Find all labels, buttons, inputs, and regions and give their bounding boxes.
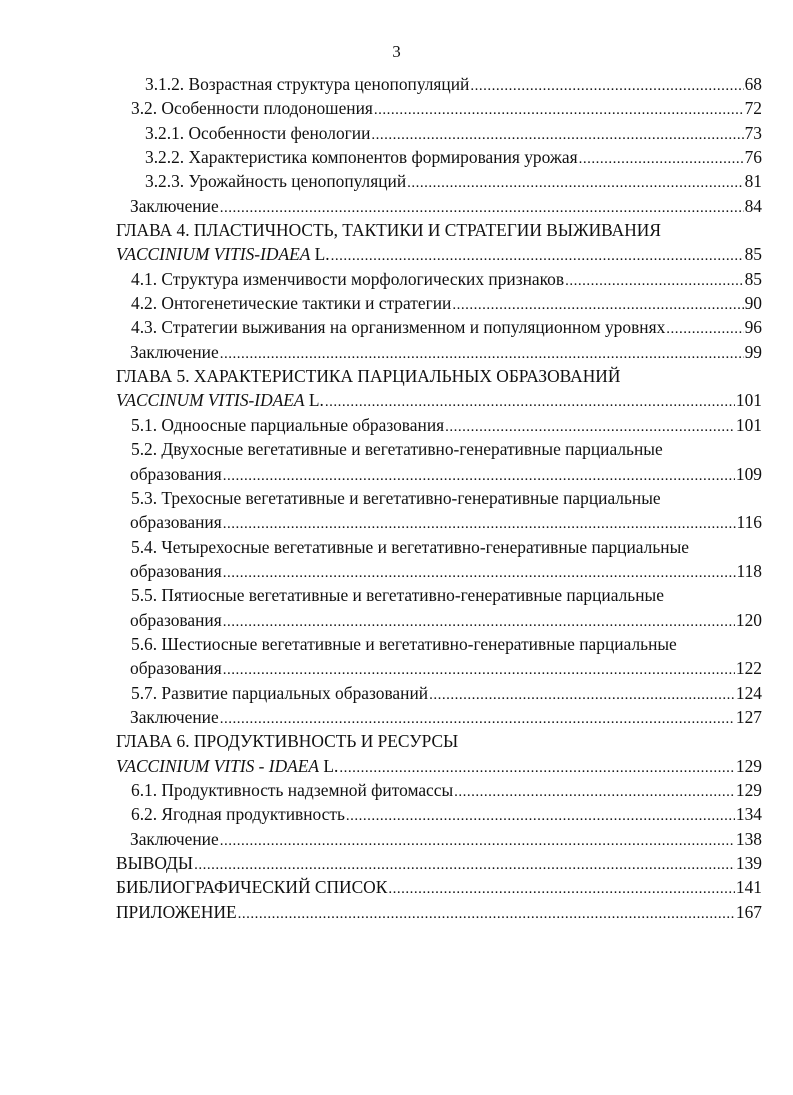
- dot-leader: [666, 317, 743, 341]
- toc-entry[interactable]: [116, 169, 762, 193]
- toc-entry[interactable]: [116, 632, 762, 656]
- toc-entry[interactable]: [116, 729, 762, 753]
- dot-leader: [579, 147, 744, 171]
- dot-leader: [220, 342, 744, 366]
- toc-entry[interactable]: [116, 681, 762, 705]
- toc-entry-title: ГЛАВА 5. ХАРАКТЕРИСТИКА ПАРЦИАЛЬНЫХ ОБРАЗОВАНИЙ: [116, 366, 621, 387]
- toc-entry[interactable]: [116, 388, 762, 412]
- toc-entry-title: 5.2. Двухосные вегетативные и вегетативно-генеративные парциальные: [131, 439, 663, 460]
- toc-entry-page: 167: [735, 901, 762, 922]
- toc-entry-title: 6.1. Продуктивность надземной фитомассы: [131, 779, 454, 800]
- toc-entry[interactable]: [116, 851, 762, 875]
- dot-leader: [325, 390, 735, 414]
- toc-entry[interactable]: [116, 875, 762, 899]
- toc-entry-title: 3.2.1. Особенности фенологии: [145, 122, 371, 143]
- toc-entry-page: 76: [744, 147, 762, 168]
- toc-entry-title: 3.2.3. Урожайность ценопопуляций: [145, 171, 407, 192]
- dot-leader: [429, 683, 735, 707]
- dot-leader: [223, 561, 736, 585]
- dot-leader: [470, 74, 743, 98]
- species-author: L.: [304, 390, 324, 411]
- toc-entry-page: 85: [744, 244, 762, 265]
- toc-entry-title: Заключение: [130, 828, 219, 849]
- toc-entry[interactable]: [116, 486, 762, 510]
- toc-entry[interactable]: [116, 145, 762, 169]
- toc-entry[interactable]: [116, 437, 762, 461]
- toc-entry-title: 3.2.2. Характеристика компонентов формирования урожая: [145, 147, 578, 168]
- toc-entry-page: 73: [744, 122, 762, 143]
- toc-entry[interactable]: [116, 583, 762, 607]
- toc-entry-page: 127: [735, 706, 762, 727]
- toc-entry-page: 109: [735, 463, 762, 484]
- toc-entry-title: [116, 754, 338, 778]
- toc-entry-title: ГЛАВА 4. ПЛАСТИЧНОСТЬ, ТАКТИКИ И СТРАТЕГИИ ВЫЖИВАНИЯ: [116, 220, 661, 241]
- toc-entry-title: образования: [130, 560, 222, 581]
- toc-entry-title: ГЛАВА 6. ПРОДУКТИВНОСТЬ И РЕСУРСЫ: [116, 731, 459, 752]
- dot-leader: [407, 171, 743, 195]
- toc-entry-page: 134: [735, 804, 762, 825]
- toc-entry-page: 139: [735, 853, 762, 873]
- toc-entry-page: 68: [744, 74, 762, 94]
- toc-entry-title: 5.5. Пятиосные вегетативные и вегетативно-генеративные парциальные: [131, 585, 664, 606]
- toc-entry-title: 5.7. Развитие парциальных образований: [131, 682, 429, 703]
- dot-leader: [223, 464, 735, 488]
- table-of-contents: [116, 72, 762, 924]
- toc-entry-title: БИБЛИОГРАФИЧЕСКИЙ СПИСОК: [116, 877, 388, 898]
- toc-entry-page: 81: [744, 171, 762, 192]
- species-author: L.: [310, 244, 330, 265]
- toc-entry-title: ПРИЛОЖЕНИЕ: [116, 901, 237, 922]
- toc-entry-page: 122: [735, 658, 762, 679]
- dot-leader: [374, 98, 744, 122]
- toc-entry-title: [116, 388, 324, 412]
- toc-entry[interactable]: [116, 315, 762, 339]
- toc-entry-page: 120: [735, 609, 762, 630]
- dot-leader: [223, 610, 735, 634]
- toc-entry[interactable]: [116, 535, 762, 559]
- page-number: 3: [392, 42, 401, 61]
- species-author: L.: [319, 755, 339, 776]
- toc-entry-page: 101: [735, 414, 762, 435]
- toc-entry-title: 4.2. Онтогенетические тактики и стратегии: [131, 293, 452, 314]
- toc-entry[interactable]: [116, 802, 762, 826]
- toc-entry[interactable]: [116, 413, 762, 437]
- toc-entry-title: образования: [130, 463, 222, 484]
- toc-entry-title: 6.2. Ягодная продуктивность: [131, 804, 345, 825]
- toc-entry[interactable]: [116, 705, 762, 729]
- toc-entry[interactable]: [116, 608, 762, 632]
- toc-entry-title: Заключение: [130, 706, 219, 727]
- dot-leader: [220, 707, 735, 731]
- species-name: VACCINIUM VITIS-IDAEA: [116, 244, 311, 265]
- dot-leader: [223, 512, 736, 536]
- toc-entry-page: 118: [736, 560, 762, 581]
- toc-entry-title: 3.1.2. Возрастная структура ценопопуляций: [145, 74, 470, 94]
- toc-entry[interactable]: [116, 72, 762, 96]
- toc-entry[interactable]: [116, 364, 762, 388]
- toc-entry-title: ВЫВОДЫ: [116, 853, 194, 873]
- toc-entry-title: образования: [130, 512, 222, 533]
- toc-entry[interactable]: [116, 754, 762, 778]
- dot-leader: [454, 780, 735, 804]
- toc-entry-page: 141: [735, 877, 762, 898]
- toc-entry-title: образования: [130, 658, 222, 679]
- species-name: VACCINUM VITIS-IDAEA: [116, 390, 305, 411]
- toc-entry-title: Заключение: [130, 341, 219, 362]
- dot-leader: [346, 804, 735, 828]
- dot-leader: [194, 853, 735, 877]
- toc-entry-page: 129: [735, 755, 762, 776]
- dot-leader: [445, 415, 735, 439]
- toc-entry-page: 96: [744, 317, 762, 338]
- toc-entry-page: 99: [744, 341, 762, 362]
- toc-entry[interactable]: [116, 242, 762, 266]
- toc-entry[interactable]: [116, 96, 762, 120]
- dot-leader: [220, 829, 735, 853]
- toc-entry-page: 101: [735, 390, 762, 411]
- dot-leader: [565, 269, 744, 293]
- toc-entry-title: 5.4. Четырехосные вегетативные и вегетативно-генеративные парциальные: [131, 536, 689, 557]
- toc-entry[interactable]: [116, 559, 762, 583]
- toc-entry-page: 90: [744, 293, 762, 314]
- toc-entry-page: 138: [735, 828, 762, 849]
- toc-entry[interactable]: [116, 194, 762, 218]
- toc-entry[interactable]: [116, 267, 762, 291]
- toc-entry[interactable]: [116, 462, 762, 486]
- toc-entry-page: 85: [744, 268, 762, 289]
- toc-entry[interactable]: [116, 900, 762, 924]
- toc-entry-title: 5.1. Одноосные парциальные образования: [131, 414, 445, 435]
- species-name: VACCINIUM VITIS - IDAEA: [116, 755, 320, 776]
- dot-leader: [452, 293, 743, 317]
- toc-entry-title: 4.1. Структура изменчивости морфологических признаков: [131, 268, 565, 289]
- toc-entry[interactable]: [116, 778, 762, 802]
- dot-leader: [331, 244, 744, 268]
- dot-leader: [339, 756, 735, 780]
- toc-entry-page: 116: [736, 512, 762, 533]
- dot-leader: [220, 196, 744, 220]
- toc-entry[interactable]: [116, 218, 762, 242]
- toc-entry-page: 129: [735, 779, 762, 800]
- toc-entry-page: 72: [744, 98, 762, 119]
- toc-entry[interactable]: [116, 656, 762, 680]
- toc-entry[interactable]: [116, 340, 762, 364]
- dot-leader: [371, 123, 743, 147]
- toc-entry-title: 3.2. Особенности плодоношения: [131, 98, 373, 119]
- dot-leader: [388, 877, 735, 901]
- dot-leader: [238, 902, 735, 926]
- toc-entry-title: 4.3. Стратегии выживания на организменном и популяционном уровнях: [131, 317, 666, 338]
- toc-entry[interactable]: [116, 510, 762, 534]
- toc-entry-page: 124: [735, 682, 762, 703]
- toc-entry[interactable]: [116, 121, 762, 145]
- toc-entry-title: образования: [130, 609, 222, 630]
- dot-leader: [223, 658, 735, 682]
- toc-entry[interactable]: [116, 827, 762, 851]
- toc-entry-title: [116, 242, 330, 266]
- toc-entry-title: 5.3. Трехосные вегетативные и вегетативно-генеративные парциальные: [131, 487, 661, 508]
- toc-entry-page: 84: [744, 195, 762, 216]
- toc-entry-title: Заключение: [130, 195, 219, 216]
- toc-entry-title: 5.6. Шестиосные вегетативные и вегетативно-генеративные парциальные: [131, 633, 677, 654]
- toc-entry[interactable]: [116, 291, 762, 315]
